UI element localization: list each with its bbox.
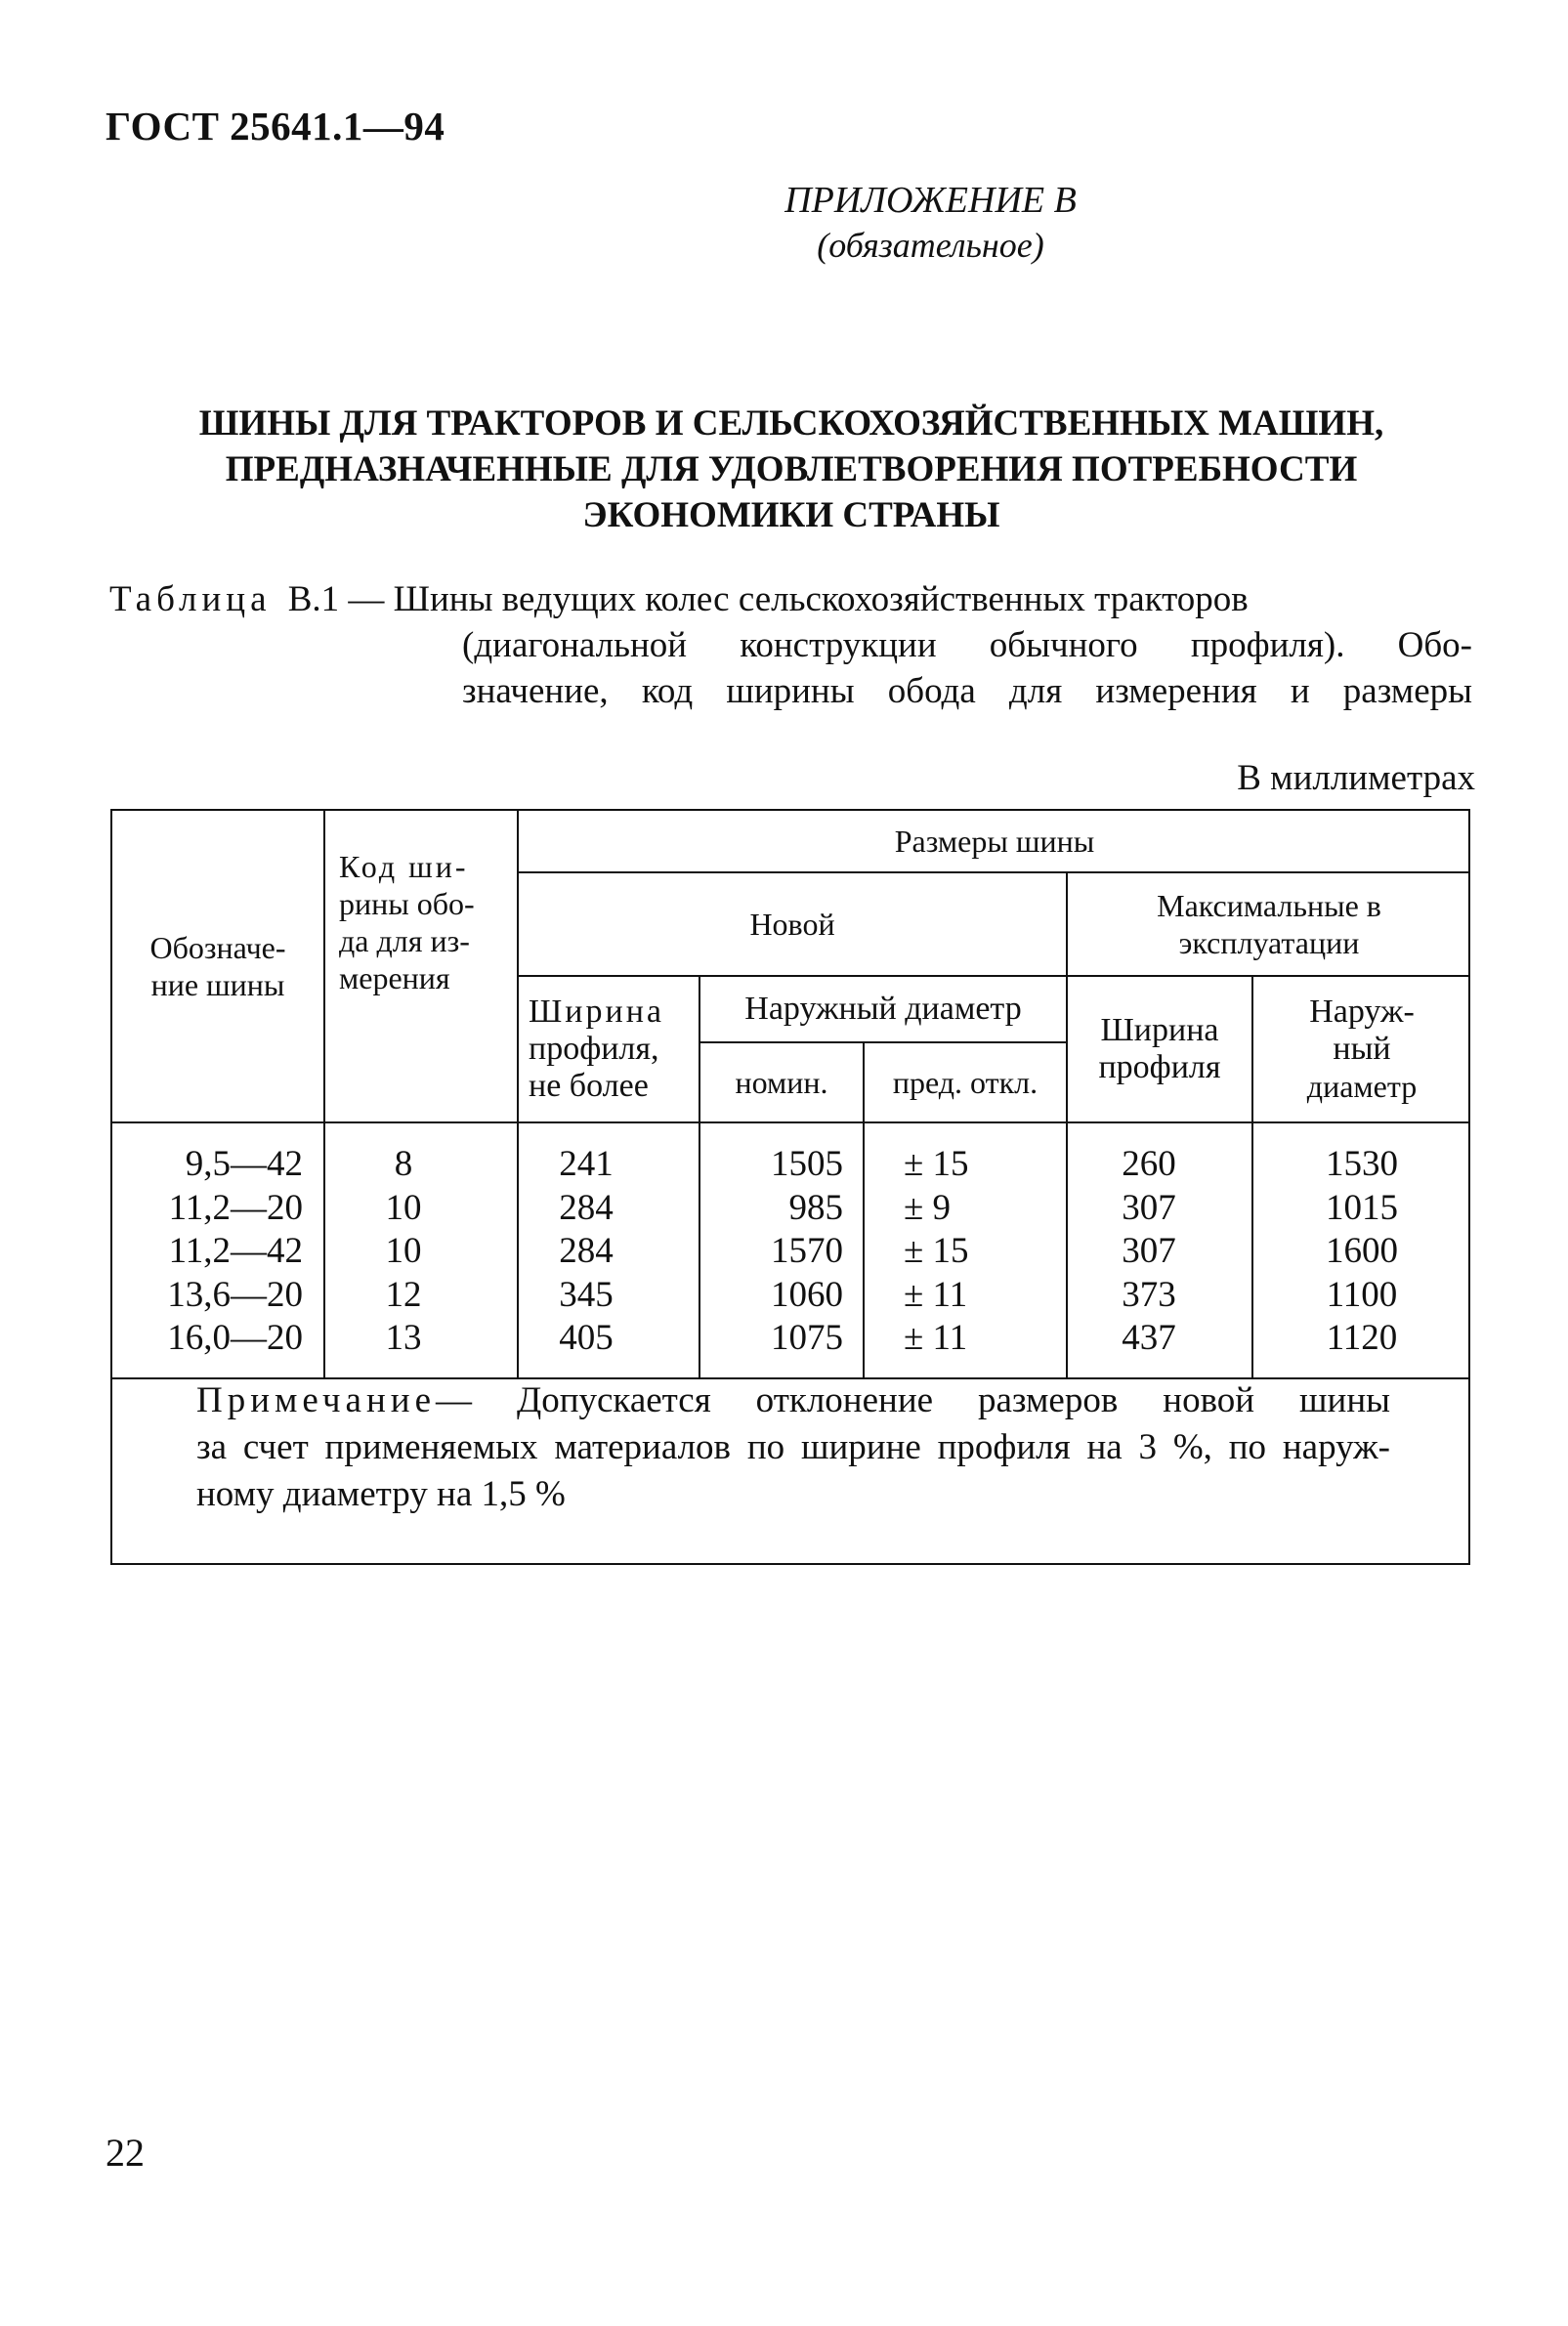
caption-line: В.1 — Шины ведущих колес сельскохозяйственных тракторов [287, 579, 1249, 619]
table-note [196, 1377, 1390, 1518]
table-cell: 284 [559, 1231, 614, 1272]
table-cell: 1075 [771, 1318, 843, 1359]
header-text: ние шины [150, 967, 285, 1002]
header-text: Ширина [1100, 1012, 1219, 1048]
header-profile-width-new [519, 977, 699, 1121]
header-text: Обозначе- [149, 930, 286, 965]
note-line [196, 1377, 1390, 1424]
table-cell: ± 9 [904, 1187, 952, 1228]
table-caption [109, 576, 1472, 714]
header-nominal [700, 1043, 863, 1121]
table-cell: 1505 [771, 1144, 843, 1184]
table-cell: 8 [394, 1144, 413, 1184]
header-max-in-service [1068, 873, 1470, 975]
column-max-profile-width [1068, 1143, 1230, 1361]
table-cell: 1530 [1326, 1144, 1398, 1184]
table-cell: ± 11 [904, 1318, 968, 1359]
note-label: Примечание [196, 1380, 436, 1420]
table-cell: 10 [385, 1187, 422, 1228]
header-text: не более [529, 1068, 649, 1104]
table-cell: ± 15 [904, 1144, 969, 1184]
row-divider [112, 1121, 1468, 1123]
table-cell: 12 [385, 1274, 422, 1315]
header-text: ный [1333, 1031, 1391, 1067]
header-profile-width-max [1068, 977, 1251, 1121]
table-cell: 1015 [1326, 1187, 1398, 1228]
header-text: Наруж- [1309, 994, 1415, 1030]
table-cell: 1120 [1326, 1318, 1398, 1359]
column-rim-code [325, 1143, 482, 1361]
table-cell: 307 [1122, 1187, 1176, 1228]
table-cell: 307 [1122, 1231, 1176, 1272]
table-cell: 16,0—20 [167, 1318, 303, 1359]
table-cell: 9,5—42 [185, 1144, 303, 1184]
header-text: профиля, [529, 1031, 659, 1067]
header-text: рины обо- [339, 886, 475, 921]
header-text: пред. откл. [892, 1065, 1038, 1100]
title-line: ПРЕДНАЗНАЧЕННЫЕ ДЛЯ УДОВЛЕТВОРЕНИЯ ПОТРЕБНОСТИ [225, 449, 1358, 489]
table-cell: 241 [559, 1144, 614, 1184]
header-text: диаметр [1306, 1069, 1418, 1104]
caption-line: значение, код ширины обода для измерения и размеры [462, 671, 1472, 711]
title-line: ЭКОНОМИКИ СТРАНЫ [582, 495, 1000, 535]
appendix-title: ПРИЛОЖЕНИЕ В [784, 180, 1077, 221]
table-cell: 260 [1122, 1144, 1176, 1184]
header-text: да для из- [339, 923, 470, 958]
header-new [519, 873, 1066, 975]
header-text: Код ши- [339, 849, 469, 884]
table-cell: 345 [559, 1274, 614, 1315]
table-cell: 11,2—20 [168, 1187, 303, 1228]
tire-table [110, 809, 1470, 1565]
table-cell: ± 15 [904, 1231, 969, 1272]
header-rim-code [325, 848, 517, 1014]
table-cell: 13 [385, 1318, 422, 1359]
table-cell: 1100 [1326, 1274, 1398, 1315]
table-cell: 405 [559, 1318, 614, 1359]
appendix-status: (обязательное) [817, 226, 1044, 265]
header-text: Наружный диаметр [744, 991, 1022, 1027]
table-cell: 1570 [771, 1231, 843, 1272]
header-text: Новой [749, 907, 835, 942]
caption-label: Таблица [109, 579, 272, 619]
header-designation [112, 811, 323, 1121]
table-cell: 985 [788, 1187, 843, 1228]
note-text: — Допускается отклонение размеров новой шины [436, 1380, 1390, 1420]
header-text: мерения [339, 960, 450, 995]
caption-line: (диагональной конструкции обычного профиля). Обо- [462, 625, 1472, 665]
header-text: профиля [1098, 1049, 1221, 1085]
table-cell: ± 11 [904, 1274, 968, 1315]
header-text: Ширина [529, 994, 664, 1030]
title-line: ШИНЫ ДЛЯ ТРАКТОРОВ И СЕЛЬСКОХОЗЯЙСТВЕННЫХ МАШИН, [198, 403, 1384, 444]
document-code: ГОСТ 25641.1—94 [106, 104, 445, 148]
header-text: эксплуатации [1178, 925, 1360, 960]
column-diameter-nominal [700, 1143, 843, 1361]
table-cell: 284 [559, 1187, 614, 1228]
header-outer-diameter [700, 977, 1066, 1041]
table-cell: 1600 [1326, 1231, 1398, 1272]
column-diameter-tolerance [904, 1143, 1040, 1361]
table-cell: 13,6—20 [167, 1274, 303, 1315]
units-label: В миллиметрах [1237, 758, 1475, 798]
header-tire-sizes [519, 811, 1470, 871]
header-outer-diameter-max [1253, 977, 1470, 1121]
section-title [107, 401, 1475, 538]
table-cell: 1060 [771, 1274, 843, 1315]
column-designation [112, 1143, 303, 1361]
column-profile-width [519, 1143, 654, 1361]
table-cell: 437 [1122, 1318, 1176, 1359]
table-cell: 11,2—42 [168, 1231, 303, 1272]
header-tolerance [865, 1043, 1066, 1121]
table-cell: 10 [385, 1231, 422, 1272]
column-max-diameter [1253, 1143, 1470, 1361]
note-line: ному диаметру на 1,5 % [196, 1474, 566, 1514]
table-cell: 373 [1122, 1274, 1176, 1315]
header-text: номин. [735, 1065, 828, 1100]
page-number: 22 [106, 2131, 145, 2175]
note-line: за счет применяемых материалов по ширине профиля на 3 %, по наруж- [196, 1427, 1390, 1467]
header-text: Максимальные в [1157, 888, 1381, 923]
header-text: Размеры шины [894, 824, 1095, 859]
